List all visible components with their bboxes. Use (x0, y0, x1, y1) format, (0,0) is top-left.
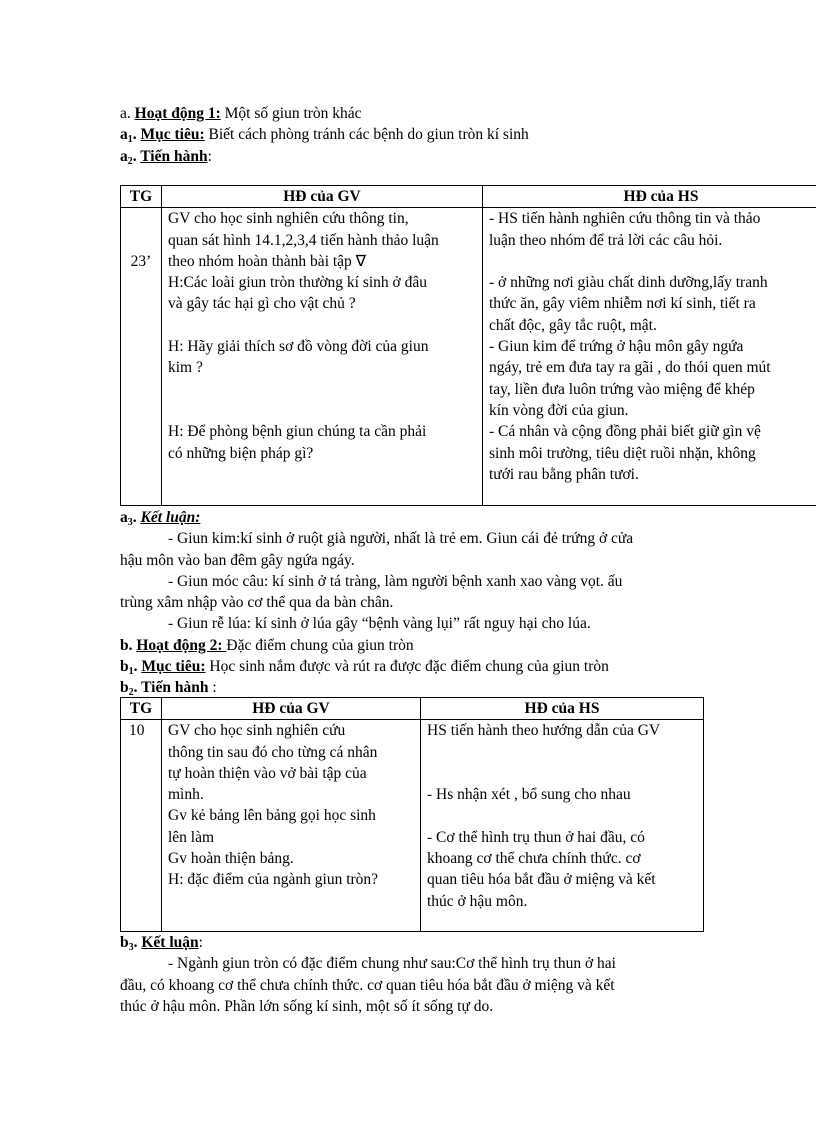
cell-line: lên làm (168, 828, 215, 846)
cell-line: - HS tiến hành nghiên cứu thông tin và thảo (489, 210, 761, 228)
cell-line: thức ăn, gây viêm nhiễm nơi kí sinh, tiết ra (489, 295, 756, 313)
cell-line: - Cá nhân và cộng đồng phải biết giữ gìn vệ (489, 423, 761, 441)
conclusion-line: trùng xâm nhập vào cơ thể qua da bàn chân. (120, 594, 394, 612)
table-header-row (121, 698, 704, 720)
header-gv: HĐ của GV (162, 698, 421, 720)
teacher-activity-cell (162, 720, 421, 932)
cell-line (168, 379, 476, 400)
cell-line: H: Hãy giải thích sơ đồ vòng đời của giun (168, 338, 429, 356)
table-row (121, 208, 816, 506)
cell-line (427, 763, 697, 784)
student-activity-cell (421, 720, 704, 932)
heading-procedure-a2: $a_2$. Tiến hành: (120, 147, 212, 167)
activity-table-2 (120, 697, 704, 932)
cell-line: thông tin sau đó cho từng cá nhân (168, 743, 378, 761)
cell-line: quan sát hình 14.1,2,3,4 tiến hành thảo luận (168, 231, 439, 249)
table-row (121, 720, 704, 932)
cell-line: có những biện pháp gì? (168, 444, 314, 462)
teacher-activity-cell (162, 208, 483, 506)
cell-line: khoang cơ thể chưa chính thức. cơ (427, 850, 641, 868)
cell-line: H: Để phòng bệnh giun chúng ta cần phải (168, 423, 427, 441)
cell-line: Gv hoàn thiện bảng. (168, 850, 294, 868)
cell-line: - Hs nhận xét , bổ sung cho nhau (427, 786, 631, 804)
heading-objective-b1: $b_1$. Mục tiêu: Học sinh nắm được và rút ra được đặc điểm chung của giun tròn (120, 658, 609, 678)
conclusion-b3 (120, 932, 616, 1017)
cell-line: - Cơ thể hình trụ thun ở hai đầu, có (427, 828, 645, 846)
conclusion-line: hậu môn vào ban đêm gây ngứa ngáy. (120, 551, 355, 569)
activity-table-1 (120, 185, 816, 506)
heading-activity-2: b. Hoạt động 2: Đặc điểm chung của giun tròn (120, 636, 414, 654)
cell-line: H: đặc điểm của ngành giun tròn? (168, 871, 379, 889)
conclusion-line: thúc ở hậu môn. Phần lớn sống kí sinh, một số ít sống tự do. (120, 997, 494, 1015)
conclusion-a3-heading: $a_3$. Kết luận: (120, 509, 201, 528)
header-gv: HĐ của GV (162, 186, 483, 208)
cell-line (427, 805, 697, 826)
cell-line: Gv kẻ bảng lên bảng gọi học sinh (168, 807, 376, 825)
cell-line: quan tiêu hóa bắt đầu ở miệng và kết (427, 871, 656, 889)
cell-line: HS tiến hành theo hướng dẫn của GV (427, 722, 661, 740)
student-activity-cell (483, 208, 816, 506)
cell-line: mình. (168, 786, 204, 804)
heading-activity-1: a. Hoạt động 1: Một số giun tròn khác (120, 105, 362, 122)
cell-line: sinh môi trường, tiêu diệt ruồi nhặn, không (489, 444, 756, 462)
cell-line: luận theo nhóm để trả lời các câu hỏi. (489, 231, 723, 249)
cell-line: và gây tác hại gì cho vật chủ ? (168, 295, 356, 313)
header-hs: HĐ của HS (483, 186, 816, 208)
conclusion-b3-heading: $b_3$. Kết luận: (120, 934, 203, 953)
cell-line (427, 742, 697, 763)
cell-line: GV cho học sinh nghiên cứu (168, 722, 346, 740)
cell-line: chất độc, gây tắc ruột, mật. (489, 316, 657, 334)
cell-line (168, 400, 476, 421)
conclusion-line: - Giun móc câu: kí sinh ở tá tràng, làm người bệnh xanh xao vàng vọt. ấu (168, 572, 623, 590)
cell-line (489, 251, 816, 272)
conclusion-line: - Giun kim:kí sinh ở ruột già người, nhất là trẻ em. Giun cái đẻ trứng ở cửa (168, 530, 634, 548)
cell-line: tự hoàn thiện vào vở bài tập của (168, 764, 367, 782)
heading-procedure-b2: $b_2$. Tiến hành : (120, 679, 217, 699)
cell-line: tay, liền đưa luôn trứng vào miệng để khép (489, 380, 755, 398)
section-a-headings (120, 103, 529, 167)
conclusion-line: - Giun rễ lúa: kí sinh ở lúa gây “bệnh vàng lụi” rất nguy hại cho lúa. (168, 615, 591, 633)
cell-line: tưới rau bằng phân tươi. (489, 465, 639, 483)
time-cell: 10 (121, 720, 162, 932)
cell-line: theo nhóm hoàn thành bài tập ∇ (168, 252, 367, 270)
cell-line: - Giun kim để trứng ở hậu môn gây ngứa (489, 338, 744, 356)
header-tg: TG (121, 698, 162, 720)
conclusion-a3 (120, 507, 633, 699)
cell-line: thúc ở hậu môn. (427, 892, 528, 910)
cell-line (168, 315, 476, 336)
cell-line: ngáy, trẻ em đưa tay ra gãi , do thói quen mút (489, 359, 771, 377)
cell-line: GV cho học sinh nghiên cứu thông tin, (168, 210, 409, 228)
cell-line: H:Các loài giun tròn thường kí sinh ở đâu (168, 274, 427, 292)
header-hs: HĐ của HS (421, 698, 704, 720)
time-cell: 23’ (121, 208, 162, 506)
table-header-row (121, 186, 816, 208)
cell-line: kim ? (168, 359, 203, 377)
header-tg: TG (121, 186, 162, 208)
cell-line: - ở những nơi giàu chất dinh dưỡng,lấy tranh (489, 274, 768, 292)
heading-objective-a1: $a_1$. Mục tiêu: Biết cách phòng tránh các bệnh do giun tròn kí sinh (120, 126, 529, 146)
cell-line: kín vòng đời của giun. (489, 401, 629, 419)
conclusion-line: đầu, có khoang cơ thể chưa chính thức. cơ quan tiêu hóa bắt đầu ở miệng và kết (120, 976, 615, 994)
conclusion-line: - Ngành giun tròn có đặc điểm chung như sau:Cơ thể hình trụ thun ở hai (168, 955, 616, 973)
